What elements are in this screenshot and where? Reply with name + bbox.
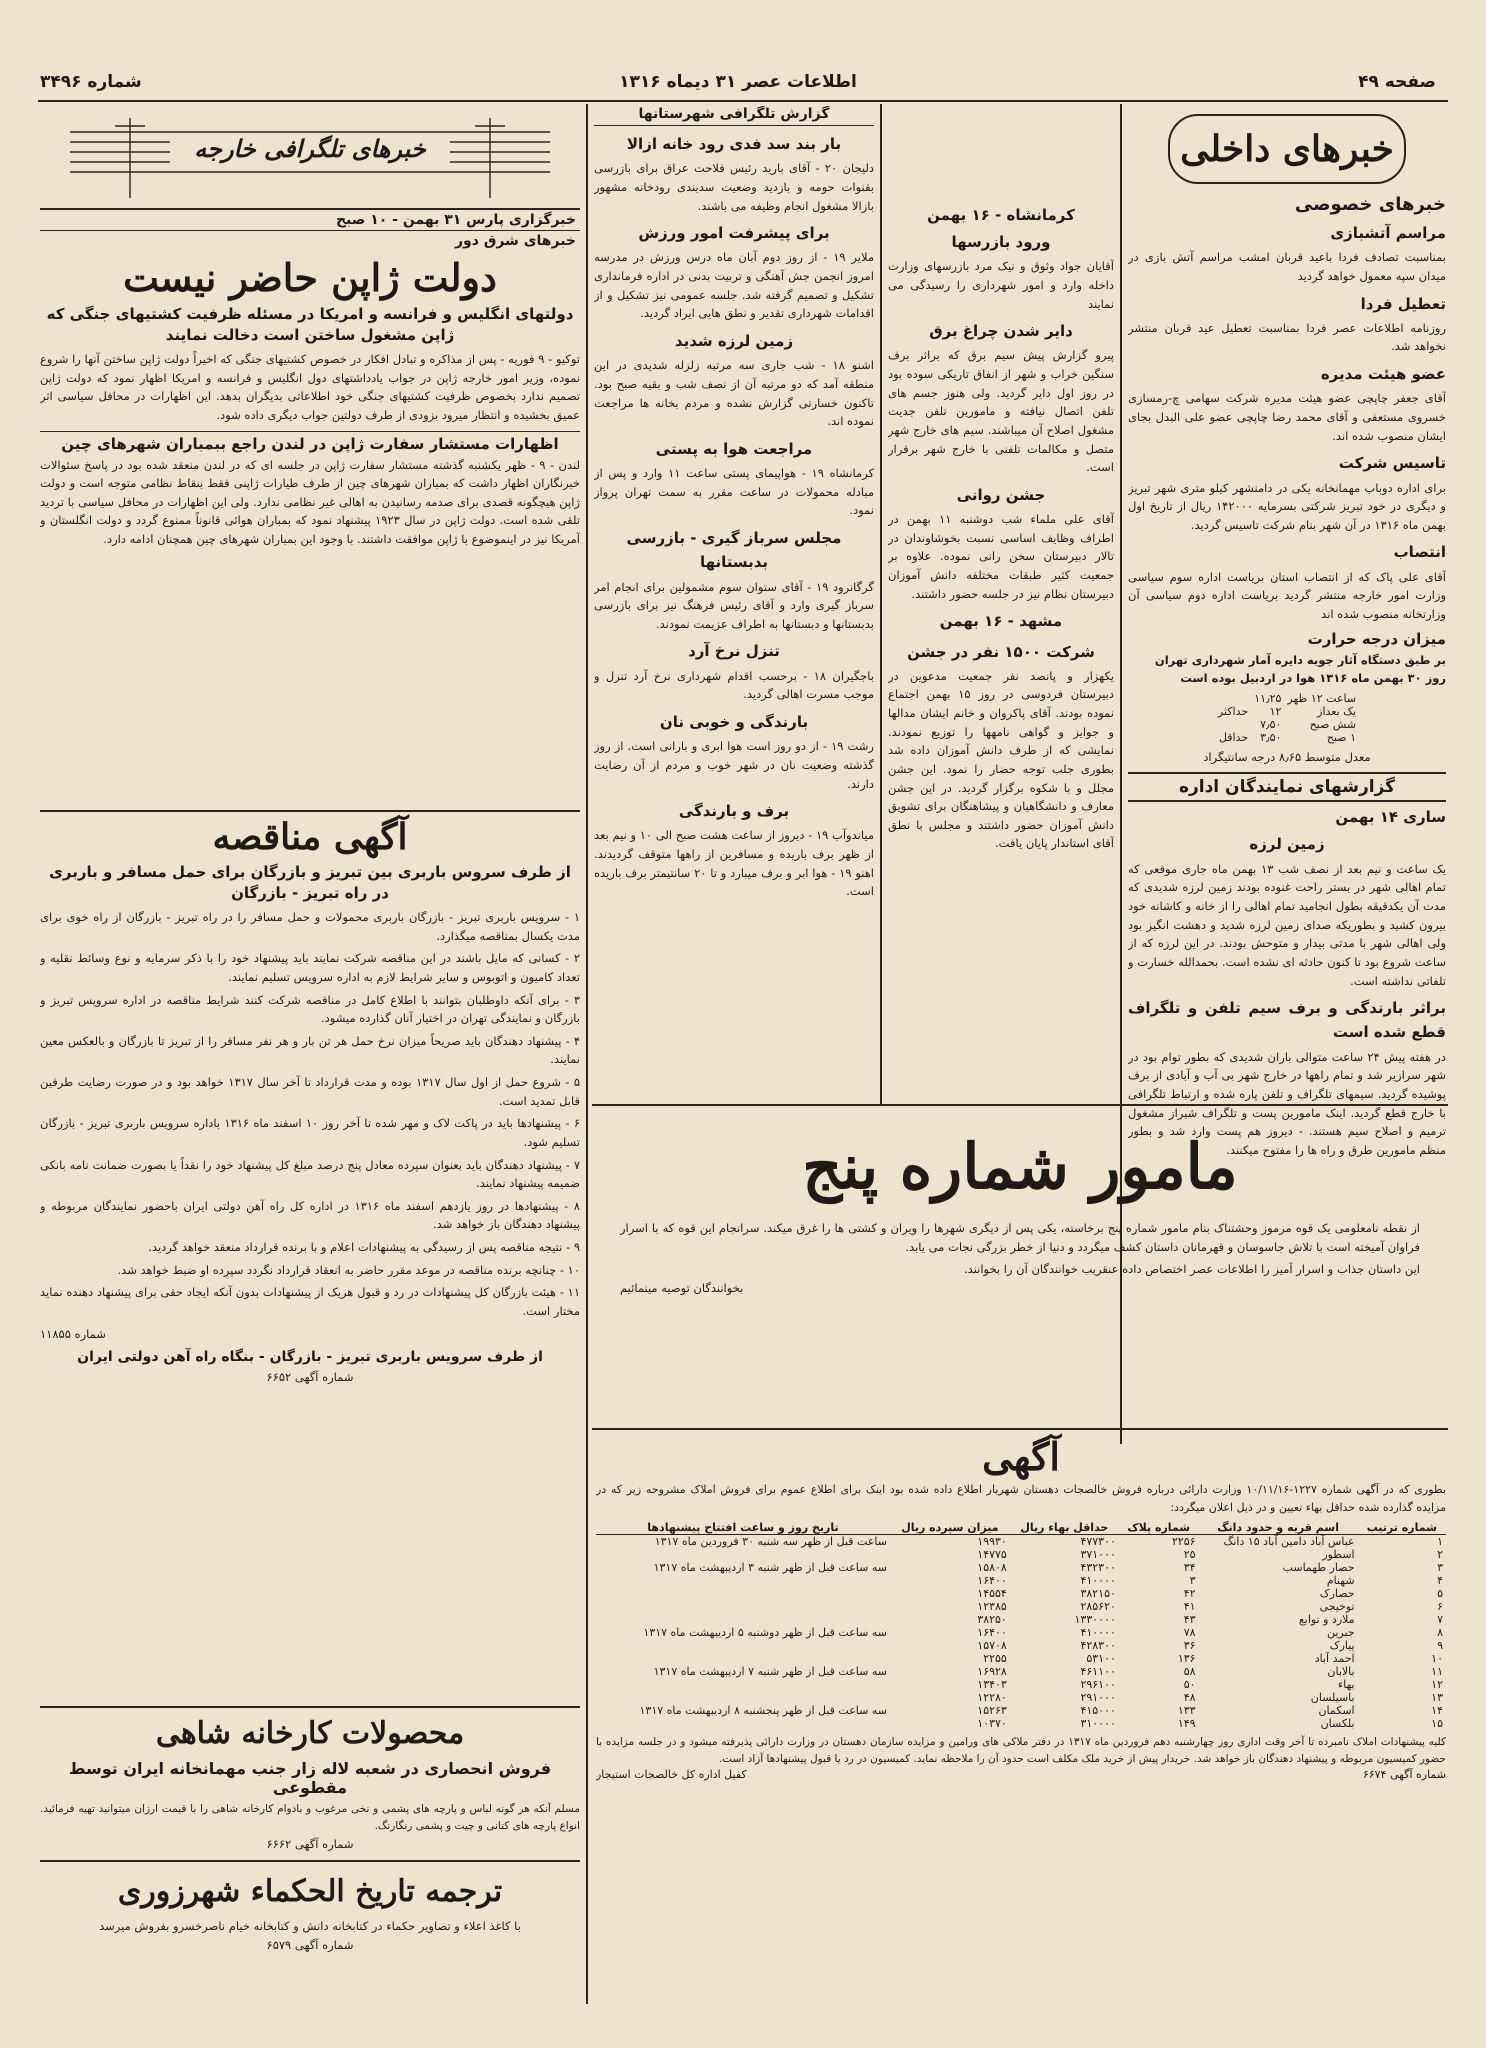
news-item: جشن روانی آقای علی ملماء شب دوشنبه ۱۱ بهمن در اطراف وظایف اساسی نسبت بخوشاوندان در تالار دبیرستان سخن رانی نموده. علاوه بر جمعیت کثیر طبقات مختلفه دانش آموزان دبیرستان نظام نیز در جلسه حضور داشتند. — [888, 485, 1114, 601]
table-cell: بلکسان — [1320, 1716, 1355, 1730]
tender-item: ۱۰ - چنانچه برنده مناقصه در موعد مقرر حاضر به انعقاد قرارداد نگردد سپرده او ضبط خواهد شد. — [117, 1262, 580, 1277]
table-cell: ۶ — [1437, 1599, 1443, 1613]
table-cell — [596, 1548, 890, 1561]
table-cell: سه ساعت قبل از ظهر شنبه ۳ اردیبهشت ماه ۱۳۱۷ — [653, 1560, 887, 1574]
table-cell: ۳۴ — [1183, 1560, 1196, 1574]
table-cell: حصار طهماسب — [1282, 1560, 1355, 1574]
table-cell: ۸ — [1437, 1625, 1443, 1639]
table-cell: ۳ — [1437, 1560, 1443, 1574]
table-cell: احمد آباد — [1314, 1651, 1355, 1665]
table-cell: اسکمان — [1318, 1703, 1355, 1717]
table-cell: ۵ — [1437, 1586, 1443, 1600]
table-cell: ۴ — [1437, 1573, 1443, 1587]
table-cell: ۲۵ — [1183, 1547, 1196, 1561]
table-cell: بالابان — [1327, 1664, 1355, 1678]
table-cell: ۱۳۴۰۳ — [977, 1677, 1007, 1691]
tender-item: ۸ - پیشنهادها در روز یازدهم اسفند ماه ۱۳۱۶ در اداره کل راه آهن دولتی ایران باحضور نمایندگان مربوطه و پیشنهاد دهندگان باز خواهد شد. — [40, 1198, 580, 1232]
foreign-body-2: لندن - ۹ - ظهر یکشنبه گذشته مستشار سفارت ژاپن در جلسه ای که در لندن منعقد شده بود در پاسخ سئوالات خبرنگاران اظهار داشت که بمباران شهرهای چین از طرف طیارات ژاپنی فقط بنقاط نظامی متوجه است و دولت ژاپن هیچگونه قصدی برای صدمه رسانیدن به اهالی غیر نظامی ندارد. ولی این اظهارات در محافل سیاسی با تردید تلقی شده است. دولت ژاپن در سال ۱۹۲۳ پیشنهاد نمود که بمباران هوائی قانوناً ممنوع گردد و دولت انگلستان و آمریکا نیز در اینموضوع با ژاپن موافقت داشتند. با وجود این بمباران شهرهای چین همچنان ادامه دارد. — [40, 457, 580, 546]
tender-item: ۱ - سرویس باربری تبریز - بازرگان باربری محمولات و حمل مسافر را در راه تبریز - بازرگان از راه خوی برای مدت یکسال بمناقصه میگذارد. — [40, 910, 580, 943]
table-row — [596, 1652, 1446, 1665]
table-row — [596, 1717, 1446, 1730]
table-row — [596, 1613, 1446, 1626]
news-item: مجلس سرباز گیری - بازرسی بدبستانها گرگانرود ۱۹ - آقای ستوان سوم مشمولین برای انجام امر سرباز گیری وارد و آقای رئیس فرهنگ نیز برای بازرسی بدبستانها و دبستانها به اطراف عزیمت نمودند. — [594, 528, 874, 631]
provinces-column — [888, 200, 1114, 1100]
private-news-title: خبرهای خصوصی — [1294, 194, 1446, 215]
table-cell: ۱۲۲۸۰ — [977, 1690, 1007, 1704]
col-header: شماره ترتیب — [1366, 1520, 1437, 1534]
table-cell: ۲۹۶۱۰۰ — [1080, 1677, 1116, 1691]
table-cell: ۱۴۹ — [1177, 1716, 1196, 1730]
table-cell: ۲۹۱۰۰۰ — [1080, 1690, 1116, 1704]
table-cell: ۷ — [1437, 1612, 1443, 1626]
table-cell: ۱۶۹۲۸ — [977, 1664, 1007, 1678]
table-row — [596, 1574, 1446, 1587]
table-row: ساعت ۱۲ ظهر ۱۱٫۲۵ — [1254, 691, 1357, 705]
news-item: تاسیس شرکت برای اداره دوباب مهمانخانه یکی در دامنشهر کیلو متری شهر تبریز و دیگری در خود تبریز شرکتی بسرمایه ۱۴۲۰۰۰ ریال از تاریخ اول بهمن ماه ۱۳۱۶ در آن شهر بنام شرکت تاسیس گردید. — [1128, 454, 1446, 532]
table-cell: ۵۳۱۰۰ — [1086, 1651, 1116, 1665]
table-cell — [596, 1587, 890, 1600]
table-cell: ۱۲۳۸۵ — [977, 1599, 1007, 1613]
table-cell: ۱۶۴۰۰ — [977, 1625, 1007, 1639]
news-item: عضو هیئت مدیره آقای جعفر چاپچی عضو هیئت مدیره شرکت سهامی چ-رمسازی خسروی مستعفی و آقای محمد رضا چاپچی عضو علی البدل بجای ایشان منصوب شده اند. — [1128, 365, 1446, 443]
table-cell: ۱۵ — [1431, 1716, 1443, 1730]
tarjome-title: ترجمه تاریخ الحکماء شهرزوری — [117, 1874, 503, 1909]
page-header — [40, 70, 1436, 98]
table-cell: ۲ — [1437, 1547, 1443, 1561]
table-cell: ۳۸۲۱۵۰ — [1080, 1586, 1116, 1600]
table-row — [596, 1548, 1446, 1561]
shahi-body: مسلم آنکه هر گونه لباس و پارچه های پشمی و نخی مرغوب و بادوام کارخانه شاهی را با قیمت ارزان میتوانید تهیه فرمائید. انواع پارچه های کتانی و چیت و پشمی رنگارنگ. — [40, 1803, 580, 1832]
foreign-column — [40, 108, 580, 808]
header-rule — [38, 100, 1448, 102]
kermanshah-dateline: کرمانشاه - ۱۶ بهمن — [927, 206, 1075, 224]
auction-table — [596, 1521, 1446, 1730]
table-cell: ۱۳۳۰۰۰۰ — [1074, 1612, 1116, 1626]
news-item: بارندگی و خوبی نان رشت ۱۹ - از دو روز است هوا ابری و بارانی است. از روز گذشته وضعیت نان در شهر خوب و مردم از آن رضایت دارند. — [594, 712, 874, 791]
foreign-banner — [60, 108, 560, 208]
table-cell: ۱۳۶ — [1177, 1651, 1196, 1665]
table-cell: جبرین — [1326, 1625, 1355, 1639]
earthquake-news: زمین لرزه یک ساعت و نیم بعد از نصف شب ۱۳ بهمن ماه جاری موقعی که تمام اهالی شهر در بستر راحت غنوده بودند زمین لرزه شدیدی که مدت آن یکدقیقه بطول انجامید تمام اهالی را از خانه و کاشانه خود بیرون کشید و بطوریکه صدای زمین لرزه شدید و دهشت انگیز بود ولی اهالی شهر با مدتی بیدار و متوحش بودند. در این لرزه که از ساعت شروع بود تا کنون حادثه ای نشده است. بحمدالله خسارت و تلفاتی نداشته است. — [1128, 835, 1446, 988]
tender-title: آگهی مناقصه — [212, 816, 408, 858]
issue-number: شماره ۳۴۹۶ — [40, 72, 142, 92]
table-cell: ۹ — [1437, 1638, 1443, 1652]
table-cell: ۱۲ — [1431, 1677, 1443, 1691]
news-item: برف و بارندگی میاندوآب ۱۹ - دیروز از ساعت هشت صبح الی ۱۰ و نیم بعد از ظهر برف باریده و مسافرین از راهها متوقف گردیدند. اهنو ۱۹ - هوا ابر و برف میبارد و تا ۲۰ سانتیمتر برف باریده است. — [594, 802, 874, 899]
table-cell — [596, 1600, 890, 1613]
shahi-title: محصولات کارخانه شاهی — [155, 1716, 465, 1751]
table-row — [596, 1600, 1446, 1613]
temperature-table — [1215, 692, 1359, 744]
table-cell: ملارد و توابع — [1298, 1612, 1355, 1626]
table-cell: اسطور — [1322, 1547, 1355, 1561]
news-item: شرکت ۱۵۰۰ نفر در جشن یکهزار و پانصد نفر جمعیت مدعوین در دبیرستان فردوسی در روز ۱۵ بهمن اجتماع نموده بودند. آقای پاکروان و خانم ایشان مدالها و جوایز و گواهی نامهها را توزیع نمودند. نمایشی که از طرف دانش آموزان داده شد بطوری جلب توجه حضار را نمود. این جشن مجلل و با شکوه برگزار گردید. در این جشن معارف و دانشگاهیان و پیشاهنگان برای تشویق دانش آموزان حضور داشتند و مجلس با نطق آقای استاندار پایان یافت. — [888, 642, 1114, 851]
table-cell: ۴۸ — [1183, 1690, 1196, 1704]
table-cell: توخیجی — [1319, 1599, 1355, 1613]
table-cell: ۱۴ — [1431, 1703, 1443, 1717]
mamur-promo — [596, 1112, 1444, 1422]
news-item: بار بند سد فدی رود خانه ازالا دلیجان ۲۰ - آقای بارید رئیس فلاحت عراق برای بازرسی بقنوات حومه و بازدید وضعیت سدبندی رودخانه مشهور بازالا مشغول انجام وظیفه می باشند. — [594, 135, 874, 213]
tender-number: شماره ۱۱۸۵۵ — [40, 1326, 106, 1341]
table-cell: ۴۷۷۳۰۰ — [1080, 1534, 1116, 1548]
far-east-section: خبرهای شرق دور — [455, 233, 576, 249]
tender-item: ۱۱ - هیئت بازرگان کل پیشنهادات در رد و قبول هریک از پیشنهادات بدون آنکه ایجاد حقی برای پیشنهاد دهنده نماید مختار است. — [40, 1285, 580, 1318]
table-row: یک بعداز ۱۲ حداکثر — [1217, 704, 1357, 718]
table-cell — [596, 1639, 890, 1652]
col-header: حداقل بهاء ریال — [1020, 1520, 1109, 1534]
shahi-ad — [40, 1706, 580, 1858]
table-cell: ۴۱۵۰۰۰ — [1080, 1703, 1116, 1717]
column-rule-2 — [880, 104, 882, 1104]
tender-ad — [40, 810, 580, 1704]
table-cell: ۱۵۸۰۸ — [977, 1560, 1007, 1574]
table-cell: ۱۶۴۰۰ — [977, 1573, 1007, 1587]
col-header: تاریخ روز و ساعت افتتاح پیشنهادها — [647, 1520, 839, 1534]
table-cell: ۱ — [1437, 1534, 1443, 1548]
tender-item: ۵ - شروع حمل از اول سال ۱۳۱۷ بوده و مدت قرارداد تا آخر سال ۱۳۱۷ خواهد بود و در صورت رضایت طرفین قابل تمدید است. — [40, 1075, 580, 1108]
shahi-ad-number: شماره آگهی ۶۶۶۲ — [266, 1837, 354, 1851]
news-item: مشهد - ۱۶ بهمن — [939, 612, 1063, 631]
table-row — [596, 1678, 1446, 1691]
tender-item: ۶ - پیشنهادها باید در پاکت لاک و مهر شده تا آخر روز ۱۰ اسفند ماه ۱۳۱۶ باداره سرویس باربری تبریز - بازرگان تسلیم شود. — [40, 1116, 580, 1149]
news-item: برای پیشرفت امور ورزش ملایر ۱۹ - از روز دوم آبان ماه درس ورزش در مدرسه امروز انجمن جش آهنگی و تربیت بدنی در اداره فرمانداری تشکیل و تصمیم گرفته شد. جلسه عمومی نیز تشکیل و از اقدامات شهرداری تقدیر و نطق هایی ایراد گردید. — [594, 224, 874, 321]
table-cell: ۲۲۵۵ — [983, 1651, 1007, 1665]
table-cell: ۳ — [1189, 1573, 1196, 1587]
tender-signer: از طرف سرویس باربری تبریز - بازرگان - بنگاه راه آهن دولتی ایران — [77, 1349, 543, 1366]
table-cell: ۱۰۳۷۰ — [977, 1716, 1007, 1730]
tender-item: ۷ - پیشنهاد دهندگان باید بعنوان سپرده معادل پنج درصد مبلغ کل پیشنهاد خود را نقداً یا بصورت ضمانت نامه بانکی ضمیمه پیشنهاد نمایند. — [40, 1157, 580, 1191]
table-cell: باسیلسان — [1310, 1690, 1355, 1704]
table-cell: ۱۴۵۵۴ — [977, 1586, 1007, 1600]
col-header: میزان سپرده ریال — [901, 1520, 999, 1534]
table-row — [596, 1626, 1446, 1639]
shahi-sub: فروش انحصاری در شعبه لاله زار جنب مهمانخانه ایران توسط مقطوعی — [68, 1759, 552, 1797]
news-item: انتصاب آقای علی پاک که از انتصاب استان بریاست اداره سوم سیاسی وزارت امور خارجه منتشر گردید بریاست اداره دوم سیاسی آن وزارتخانه منصوب شده اند — [1128, 543, 1446, 621]
table-cell: سه ساعت قبل از ظهر پنجشنبه ۸ اردیبهشت ماه ۱۳۱۷ — [639, 1703, 887, 1717]
table-cell — [596, 1613, 890, 1626]
news-item: تنزل نرخ آرد باجگیران ۱۸ - برحسب اقدام شهرداری نرخ آرد تنزل و موجب مسرت اهالی گردید. — [594, 642, 874, 702]
table-cell: ۱۳ — [1431, 1690, 1443, 1704]
table-cell: ۱۳۳ — [1177, 1703, 1196, 1717]
auction-intro: بطوری که در آگهی شماره ۱۲۲۷-۱۰/۱۱/۱۶ وزارت دارائی درباره فروش خالصجات دهستان شهریار اطلاع داده شده بود اینک برای اطلاع عموم برای فروش املاک مشروحه زیر که در مزایده گذارده شده حداقل بهاء تعیین و در ذیل اعلان میگردد: — [596, 1483, 1446, 1514]
tarjome-ad-number: شماره آگهی ۶۵۷۹ — [266, 1937, 354, 1952]
table-cell: ۴۱۰۰۰۰ — [1080, 1625, 1116, 1639]
table-cell: ۱۱ — [1431, 1664, 1443, 1678]
mamur-text: این داستان جذاب و اسرار آمیز را اطلاعات عصر اختصاص داده عنقریب خوانندگان آن را بخوانند. — [964, 1262, 1420, 1277]
table-cell: ۳۸۲۵۰ — [977, 1612, 1007, 1626]
tender-subtitle: از طرف سروس باربری بین تبریز و بازرگان برای حمل مسافر و باربری در راه تبریز - بازرگان — [49, 863, 571, 902]
table-cell: ۲۸۵۶۲۰ — [1080, 1599, 1116, 1613]
city-dateline: ساری ۱۴ بهمن — [1335, 808, 1446, 827]
table-cell: ۱۵۷۰۸ — [977, 1638, 1007, 1652]
auction-ad-number: شماره آگهی ۶۶۷۴ — [1362, 1767, 1446, 1781]
table-cell: ۴۶۱۱۰۰ — [1080, 1664, 1116, 1678]
table-row — [596, 1691, 1446, 1704]
col-header: اسم قریه و حدود دانگ — [1217, 1520, 1339, 1534]
mamur-intro: از نقطه نامعلومی یک قوه مرموز وحشتناک بنام مامور شماره پنج برخاسته، یکی پس از دیگری شهرها را ویران و کشتی ها را غرق میکند. سرانجام این قوه که با اسرار فراوان آمیخته است با تلاش جاسوسان و قهرمانان داستان کشف میگردد و دنیا از خطر بزرگی نجات می یابد. — [620, 1221, 1420, 1254]
col-header: شماره پلاک — [1127, 1520, 1191, 1534]
mamur-title: مامور شماره پنج — [802, 1130, 1238, 1203]
table-cell — [596, 1717, 890, 1730]
snow-news: براثر بارندگی و برف سیم تلفن و تلگراف قطع شده است در هفته پیش ۲۴ ساعت متوالی باران شدیدی که بطور توام بود در شهر سرازیر شد و تمام راهها در خارج شهر بی آب و آبادی از برف پوشیده گردید. سیمهای تلگراف و تلفن پاره شده و ارتباط تلگرافی با خارج قطع گردید. اینک مامورین پست و تلگراف شیراز مشغول ترمیم و اصلاح سیم هستند. - دیروز هم پست وارد شد و بطور منظم مامورین طرق و راه ها را مفتوح میکنند. — [1128, 999, 1446, 1157]
table-row — [596, 1704, 1446, 1717]
table-cell: ۵۸ — [1183, 1664, 1196, 1678]
province-news-list — [888, 230, 1114, 853]
table-row — [596, 1665, 1446, 1678]
foreign-subhead: دولتهای انگلیس و فرانسه و امریکا در مسئله ظرفیت کشتیهای جنگی که ژاپن مشغول ساختن است دخالت نمایند — [46, 305, 574, 344]
table-cell: عباس آباد دامین آباد ۱۵ دانگ — [1223, 1534, 1355, 1548]
table-cell: ۱۰ — [1431, 1651, 1443, 1665]
news-item: تعطیل فردا روزنامه اطلاعات عصر فردا بمناسبت تعطیل عید قربان منتشر نخواهد شد. — [1128, 294, 1446, 354]
tender-item: ۲ - کسانی که مایل باشند در این مناقصه شرکت نمایند باید پیشنهاد خود را با ذکر سرمایه و نوع وسائط نقلیه و تعداد کامیون و اتوبوس و سایر شرایط لازم به اداره سرویس تسلیم نمایند. — [40, 951, 580, 984]
tender-item: ۳ - برای آنکه داوطلبان بتوانند با اطلاع کامل در مناقصه شرکت کنند شرایط مناقصه در اداره سرویس تبریز و بازرگان و نمایندگی تهران در اختیار آنان گذارده میشود. — [40, 992, 580, 1026]
table-cell: ۲۲۵۶ — [1171, 1534, 1196, 1548]
table-row — [596, 1534, 1446, 1548]
news-item: ورود بازرسها آقایان جواد وثوق و نیک مرد بازرسهای وزارت داخله وارد و امور شهرداری را رسیدگی می نمایند — [888, 233, 1114, 311]
reports-title: گزارشهای نمایندگان اداره — [1128, 772, 1446, 802]
table-cell: ۵۰ — [1183, 1677, 1196, 1691]
foreign-head-2: اظهارات مستشار سفارت ژاپن در لندن راجع ببمباران شهرهای چین — [40, 431, 580, 453]
table-cell — [596, 1574, 890, 1587]
page-number: صفحه ۴۹ — [1358, 72, 1436, 92]
foreign-body-1: توکیو - ۹ فوریه - پس از مذاکره و تبادل افکار در خصوص کشتیهای جنگی که اخیراً دولت ژاپن ساختن آنها را شروع نموده، وزیر امور خارجه ژاپن در جواب یادداشتهای دول انگلیس و فرانسه و امریکا اظهار نمود که دولت ژاپن تصمیم ندارد بخصوص ظرفیت کشتیهای جنگی خود اطلاعاتی بدیگران بدهد. این اظهارات در محافل سیاسی اثر عمیق بخشیده و انتظار میرود بزودی از طرف دولتین جواب دیگری داده شود. — [40, 352, 580, 422]
mamur-sign: بخوانندگان توصیه مینمائیم — [620, 1280, 744, 1295]
tarjome-ad — [40, 1860, 580, 2022]
foreign-dateline: خبرگزاری پارس ۳۱ بهمن - ۱۰ صبح — [40, 208, 580, 231]
column-rule-3 — [586, 104, 588, 2004]
table-cell — [596, 1652, 890, 1665]
table-cell: ۳۷۱۰۰۰ — [1080, 1547, 1116, 1561]
table-row — [596, 1561, 1446, 1574]
news-item: مراجعت هوا به پستی کرمانشاه ۱۹ - هواپیمای پستی ساعت ۱۱ وارد و پس از مبادله محمولات در ساعت مقرر به سمت تهران پرواز نمود. — [594, 439, 874, 518]
table-cell: ۴۲۸۳۰۰ — [1080, 1638, 1116, 1652]
table-header-row — [596, 1521, 1446, 1535]
table-cell: ۴۱۰۰۰۰ — [1080, 1573, 1116, 1587]
table-cell: ۳۱۰۰۰۰ — [1080, 1716, 1116, 1730]
table-row — [596, 1587, 1446, 1600]
private-news-list — [1128, 221, 1446, 624]
table-cell: سه ساعت قبل از ظهر دوشنبه ۵ اردیبهشت ماه ۱۳۱۷ — [643, 1625, 887, 1639]
table-row — [596, 1639, 1446, 1652]
foreign-headline: دولت ژاپن حاضر نیست — [123, 255, 497, 300]
table-cell: حصارک — [1319, 1586, 1355, 1600]
table-row: شش صبح ۷٫۵۰ — [1260, 717, 1357, 731]
table-cell: ۷۸ — [1183, 1625, 1196, 1639]
auction-footer: کلیه پیشنهادات املاک نامبرده تا آخر وقت اداری روز چهارشنبه دهم فروردین ماه ۱۳۱۷ در دفتر ملاکی های ورامین و مزایده سازمان دهستان در وزارت دارائی پذیرفته میشود و در جلسه مزایده با حضور کمیسیون مربوطه و پیشنهاد دهندگان باز خواهد شد. خریدار پیش از خرید ملک مکلف است حدود آن را ملاحظه نماید. کمیسیون در رد یا قبول پیشنهادها آزاد است. — [596, 1735, 1446, 1765]
table-cell: ۱۵۲۶۳ — [977, 1703, 1007, 1717]
auction-ad — [596, 1432, 1446, 2022]
auction-title: آگهی — [982, 1434, 1060, 1479]
foreign-title: خبرهای تلگرافی خارجه — [170, 134, 450, 163]
news-item: مراسم آتشبازی بمناسبت تصادف فردا باعید قربان امشب مراسم آتش بازی در میدان سپه معمول خواهد گردید — [1128, 224, 1446, 283]
news-item: دایر شدن چراغ برق پیرو گزارش پیش سیم برق که براثر برف سنگین خراب و شهر از انفاق تاریکی سوده بود در روز اول دایر گردید. ولی هنوز جسم های تلفن اتصال نیافته و مامورین تلفن جدیت مشغول اصلاح آن میباشند. سیم های خارج شهر متصل و مکالمات تلفنی با خارج شهر برقرار است. — [888, 322, 1114, 475]
table-cell: بهاء — [1337, 1677, 1355, 1691]
tarjome-body: با کاغذ اعلاء و تصاویر حکماء در کتابخانه دانش و کتابخانه خیام ناصرخسرو بفروش میرسد — [99, 1919, 521, 1933]
telegraph-column — [594, 106, 874, 1100]
table-cell: ساعت قبل از ظهر سه شنبه ۳۰ فروردین ماه ۱۳۱۷ — [654, 1534, 887, 1548]
table-cell: سه ساعت قبل از ظهر شنبه ۷ اردیبهشت ماه ۱۳۱۷ — [653, 1664, 887, 1678]
tender-items — [40, 908, 580, 1321]
table-cell — [596, 1691, 890, 1704]
telegraph-news-list — [594, 132, 874, 901]
tender-item: ۹ - نتیجه مناقصه پس از رسیدگی به پیشنهادات اعلام و با برنده قرارداد منعقد خواهد گردید. — [148, 1240, 580, 1254]
table-cell: ۴۲ — [1183, 1586, 1196, 1600]
paper-date: اطلاعات عصر ۳۱ دیماه ۱۳۱۶ — [619, 72, 857, 92]
table-cell: شهنام — [1326, 1573, 1355, 1587]
table-cell: ۴۳ — [1183, 1612, 1196, 1626]
table-cell — [596, 1678, 890, 1691]
rule-over-auction — [592, 1428, 1448, 1430]
domestic-title: خبرهای داخلی — [1168, 114, 1406, 184]
table-cell: ۴۱ — [1183, 1599, 1196, 1613]
table-cell: پیارک — [1329, 1638, 1355, 1652]
news-item: زمین لرزه شدید اشنو ۱۸ - شب جاری سه مرتبه زلزله شدیدی در این منطقه آمد که دو مرتبه آن از نصف شب و بقیه صبح بود. تاکنون خسارتی گزارش نشده و مردم بخانه ها مراجعت نموده اند. — [594, 331, 874, 429]
auction-signer: کفیل اداره کل خالصجات استیجار — [596, 1767, 747, 1781]
table-cell: ۱۴۷۷۵ — [977, 1547, 1007, 1561]
telegraph-title: گزارش تلگرافی شهرستانها — [594, 106, 874, 126]
table-cell: ۱۹۹۳۰ — [977, 1534, 1007, 1548]
tender-ad-number: شماره آگهی ۶۶۵۲ — [266, 1370, 354, 1385]
tender-item: ۴ - پیشنهاد دهندگان باید صریحاً میزان نرخ حمل هر تن بار و هر نفر مسافر را از تبریز تا بازرگان و بالعکس معین نمایند. — [40, 1033, 580, 1067]
table-row: ۱ صبح ۳٫۵۰ حداقل — [1218, 730, 1357, 744]
temperature-box: میزان درجه حرارت بر طبق دستگاه آثار جویه دایره آمار شهرداری تهران روز ۳۰ بهمن ماه ۱۳۱۶ هوا در اردبیل بوده است ساعت ۱۲ ظهر ۱۱٫۲۵ یک بعداز ۱۲ حداکثر شش صبح ۷٫۵۰ ۱ صبح ۳٫۵۰ حداقل معدل متوسط ۸٫۶۵ درجه سانتیگراد — [1154, 629, 1446, 764]
table-cell: ۳۶ — [1183, 1638, 1196, 1652]
table-cell: ۴۳۲۳۰۰ — [1080, 1560, 1116, 1574]
